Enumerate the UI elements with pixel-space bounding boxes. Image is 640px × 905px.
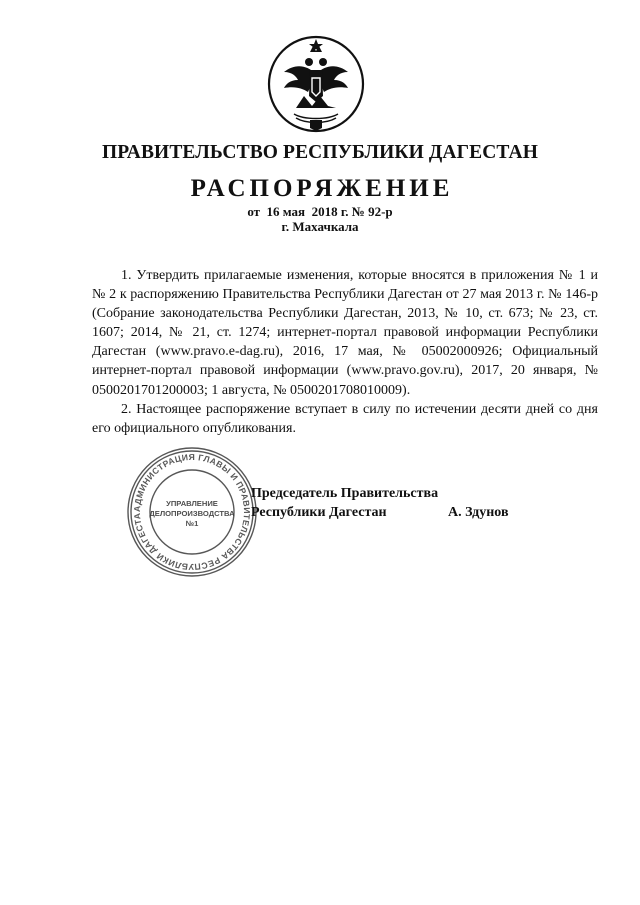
signature-position-line-2: Республики Дагестан	[251, 505, 387, 520]
document-body	[92, 266, 598, 438]
stamp-line-2: ДЕЛОПРОИЗВОДСТВА	[149, 509, 235, 518]
paragraph-1: 1. Утвердить прилагаемые изменения, которые вносятся в приложения № 1 и № 2 к распоряжению Правительства Республики Дагестан от 27 мая 2013 г. № 146-р (Собрание законодательства Республики Дагестан, 2013, № 10, ст. 673; № 23, ст. 1607; 2014, № 21, ст. 1274; интернет-портал правовой информации Республики Дагестан (www.pravo.e-dag.ru), 2016, 17 мая, № 05002000926; Официальный интернет-портал правовой информации (www.pravo.gov.ru), 2017, 20 января, № 0500201701200003; 1 августа, № 0500201708010009).	[92, 268, 598, 398]
coat-of-arms-icon	[266, 34, 366, 134]
signer-name: А. Здунов	[448, 505, 509, 520]
signature-position	[251, 484, 438, 522]
signature-position-line-1: Председатель Правительства	[251, 486, 439, 501]
document-type-title: РАСПОРЯЖЕНИЕ	[190, 175, 454, 202]
office-stamp	[124, 444, 260, 580]
document-city: г. Махачкала	[281, 219, 359, 234]
stamp-line-1: УПРАВЛЕНИЕ	[166, 499, 218, 508]
stamp-line-3: №1	[185, 519, 199, 528]
document-date-number: от 16 мая 2018 г. № 92-р	[247, 204, 393, 219]
paragraph-2: 2. Настоящее распоряжение вступает в силу по истечении десяти дней со дня его официального опубликования.	[92, 401, 598, 436]
government-title: ПРАВИТЕЛЬСТВО РЕСПУБЛИКИ ДАГЕСТАН	[101, 142, 538, 163]
document-meta	[0, 204, 640, 234]
stamp-ring-text: АДМИНИСТРАЦИЯ ГЛАВЫ И ПРАВИТЕЛЬСТВА РЕСПУБЛИКИ ДАГЕСТА	[131, 451, 253, 573]
